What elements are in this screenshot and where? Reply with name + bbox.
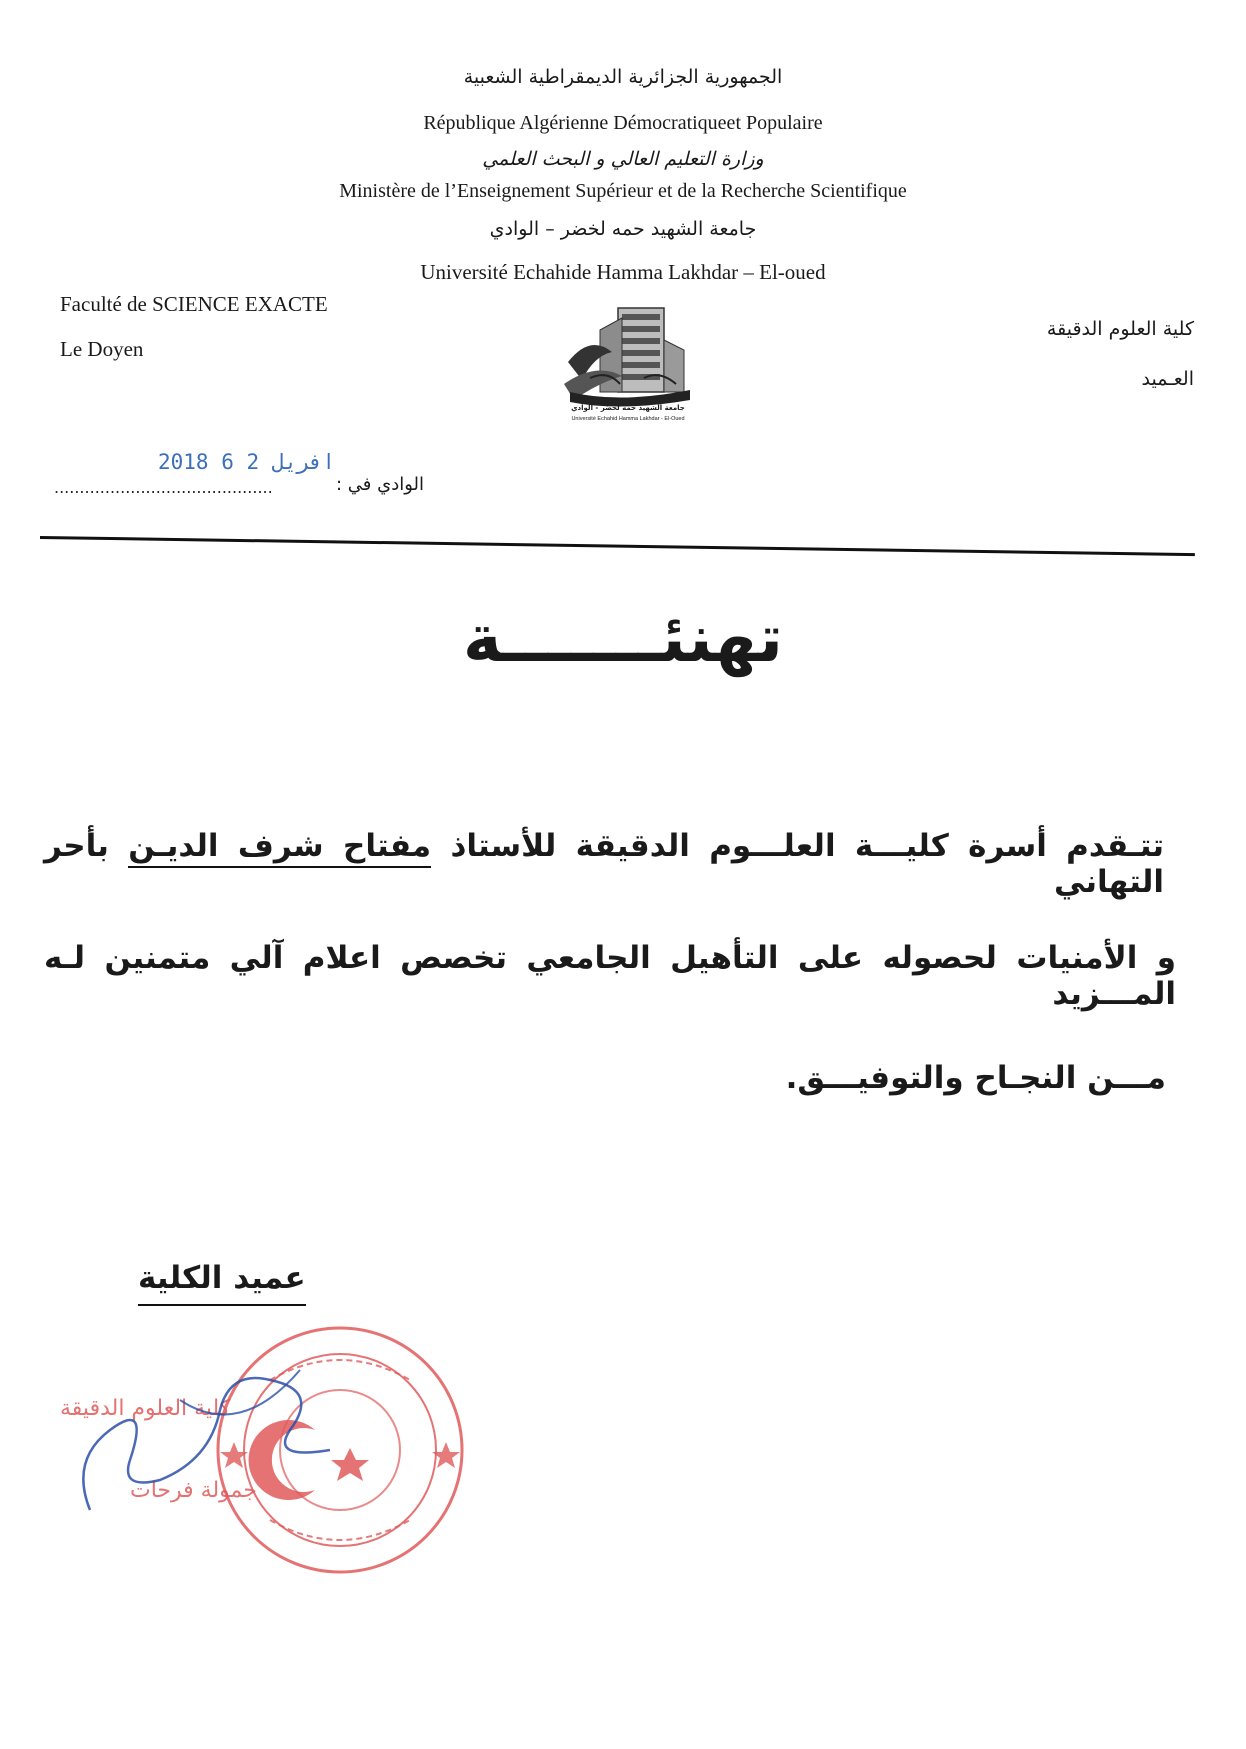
date-line (54, 470, 424, 500)
header-fr-university: Université Echahide Hamma Lakhdar – El-oued (420, 260, 826, 284)
body-line-1 (44, 828, 1164, 900)
document-title: تهنئـــــــة (462, 600, 784, 677)
header-ar-university: جامعة الشهيد حمه لخضر – الوادي (489, 218, 757, 240)
date-dotted-field: ........................................... (54, 478, 273, 497)
date-stamp: 2018 افريل 2 6 (158, 450, 336, 474)
logo-caption-ar: جامعة الشهيد حمه لخضر - الوادي (571, 404, 685, 412)
date-label: الوادي في : (335, 474, 424, 495)
header-fr-ministry: Ministère de l’Enseignement Supérieur et de la Recherche Scientifique (339, 180, 907, 202)
signature-title: عميد الكلية (138, 1260, 306, 1306)
faculty-name-fr: Faculté de SCIENCE EXACTE (60, 292, 328, 316)
body-line-2: و الأمنيات لحصوله على التأهيل الجامعي تخصص اعلام آلي متمنين لـه المـــزيد (44, 940, 1176, 1012)
seal-name-text: جمولة فرحات (130, 1478, 257, 1503)
university-logo-icon (560, 300, 696, 432)
handwritten-signature-icon (70, 1340, 390, 1540)
dean-label-ar: العـميد (1141, 368, 1194, 390)
body-line-1-end: بأحر التهاني (44, 828, 1164, 900)
logo-caption-fr: Université Echahid Hamma Lakhdar - El-Oued (571, 416, 685, 422)
dean-label-fr: Le Doyen (60, 337, 144, 361)
faculty-name-ar: كلية العلوم الدقيقة (1046, 318, 1194, 340)
body-line-1-start: تتـقدم أسرة كليـــة العلـــوم الدقيقة للأستاذ (431, 828, 1165, 864)
recipient-name: مفتاح شرف الديـن (128, 828, 431, 868)
header-ar-republic: الجمهورية الجزائرية الديمقراطية الشعبية (463, 66, 783, 88)
header-divider (40, 536, 1195, 556)
header-ar-ministry: وزارة التعليم العالي و البحث العلمي (482, 148, 764, 170)
seal-faculty-text: كلية العلوم الدقيقة (60, 1396, 231, 1421)
header-fr-republic: République Algérienne Démocratiqueet Populaire (423, 112, 823, 134)
body-line-3: مـــن النجـاح والتوفيـــق. (785, 1060, 1166, 1096)
